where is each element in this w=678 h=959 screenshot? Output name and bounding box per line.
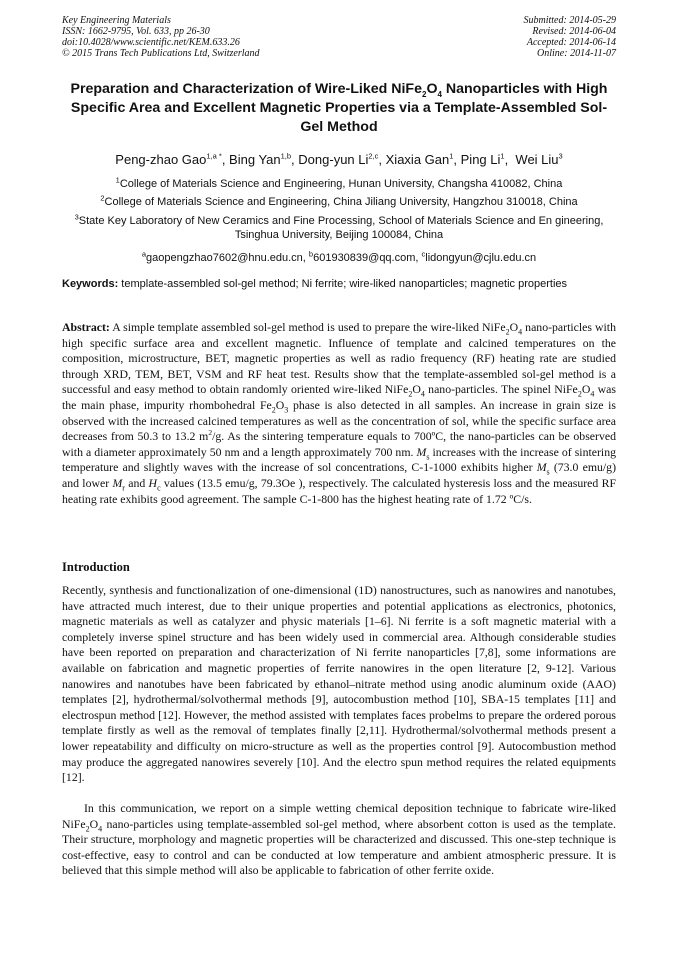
paper-title: Preparation and Characterization of Wire-Liked $NiFe_2O_4$ Nanoparticles with High Specific Area and Excellent Magnetic Properties via a Template-Assembled Sol-Gel Method bbox=[70, 81, 608, 135]
author-name: Xiaxia Gan bbox=[385, 152, 450, 167]
author-name: Wei Liu bbox=[515, 152, 559, 167]
email-link[interactable]: lidongyun@cjlu.edu.cn bbox=[425, 252, 537, 264]
affiliation-3: $^3$State Key Laboratory of New Ceramics and Fine Processing, School of Materials Science and En gineering, Tsinghua University, Beijing 100084, China bbox=[74, 212, 604, 241]
author-list: Peng-zhao Gao$^{1,a *}$, Bing Yan$^{1,b}$, Dong-yun Li$^{2,c}$, Xiaxia Gan$^1$, Ping Li$^1$, Wei Liu$^3$ bbox=[115, 151, 563, 167]
abstract: Abstract: A simple template assembled sol-gel method is used to prepare the wire-liked $NiFe_2O_4$ nano-particles with high specific surface area and excellent magnetic. Influence of template and calcined temperatures on the composition, microstructure, BET, magnetic properties as well as radio frequency (RF) heating rate are studied through XRD, TEM, BET, VSM and RF heat test. Results show that the template-assembled sol-gel method is a successful and easy method to obtain randomly oriented wire-liked $NiFe_2O_4$ nano-particles. The spinel $NiFe_2O_4$ was the main phase, impurity rhombohedral $Fe_2O_3$ phase is also detected in all samples. An increase in grain size is observed with the increased calcined temperatures as well as the concentration of sol, while the specific surface area decreases from 50.3 to 13.2 $m^2/g$. As the sintering temperature equals to 700ºC, the nano-particles can be observed with a diameter approximately 50 nm and a length approximately 700 nm. $M_s$ increases with the increase of sintering temperature and slightly waves with the increase of sol concentrations, C-1-1000 exhibits higher $M_s$ (73.0 emu/g) and lower $M_r$ and $H_c$ values (13.5 emu/g, 79.3Oe ), respectively. The calculated hysteresis loss and the measured RF heating rate exhibits good agreement. The sample C-1-800 has the highest heating rate of 1.72 ºC/s. bbox=[62, 320, 617, 506]
journal-copyright: © 2015 Trans Tech Publications Ltd, Switzerland bbox=[62, 48, 260, 59]
date-online: Online: 2014-11-07 bbox=[537, 48, 616, 59]
date-accepted: Accepted: 2014-06-14 bbox=[526, 37, 616, 48]
affiliation-2: $^2$College of Materials Science and Engineering, China Jiliang University, Hangzhou 310018, China bbox=[100, 193, 578, 208]
keywords-label: Keywords: bbox=[62, 278, 119, 290]
author-name: Dong-yun Li bbox=[298, 152, 369, 167]
date-revised: Revised: 2014-06-04 bbox=[532, 26, 616, 37]
email-link[interactable]: 601930839@qq.com, bbox=[313, 252, 422, 264]
keywords bbox=[62, 277, 616, 291]
intro-paragraph-1: Recently, synthesis and functionalization of one-dimensional (1D) nanostructures, such as nanowires and nanotubes, have attracted much interest, due to their unique properties and potential applications as electronics, photonics, magnetic materials as well as catalyzer and physic materials [1–6]. Ni ferrite is a soft magnetic material with a completely inverse spinel structure and has been widely used in commercial area. Although considerable studies have been reported on preparation and characterization of Ni ferrite nanoparticles [7,8], some informations are available on fabrication and magnetic properties of ferrite nanowires in the open literature [2, 9-12]. Various nanowires and nanotubes have been fabricated by ethanol–nitrate method using anodic aluminum oxide (AAO) templates [2], hydrothermal/solvothermal methods [9], autocombustion method [10], SBA-15 templates [11] and electrospun method [12]. However, the method assisted with templates faces probelms to prepare the ordered porous template firstly as well as the removal of templates finally [2,11]. Hydrothermal/solvothermal methods present a lower repeatability and difficulty on micro-structure as well as the properties control [9]. Autocombustion method may produce the aggregated nanowires severely [10]. And the electro spun method requires the related equipments [12]. bbox=[62, 583, 616, 785]
dates-header bbox=[524, 15, 617, 59]
journal-header bbox=[62, 15, 260, 59]
author-name: Ping Li bbox=[460, 152, 501, 167]
journal-doi: doi:10.4028/www.scientific.net/KEM.633.26 bbox=[62, 37, 240, 48]
author-name: Bing Yan bbox=[229, 152, 281, 167]
author-emails: $^a$gaopengzhao7602@hnu.edu.cn, $^b$601930839@qq.com, $^c$lidongyun@cjlu.edu.cn bbox=[141, 249, 537, 264]
journal-issn: ISSN: 1662-9795, Vol. 633, pp 26-30 bbox=[62, 26, 210, 37]
keywords-text: template-assembled sol-gel method; Ni ferrite; wire-liked nanoparticles; magnetic properties bbox=[118, 278, 568, 290]
intro-paragraph-2: In this communication, we report on a simple wetting chemical deposition technique to fabricate wire-liked $NiFe_2O_4$ nano-particles using template-assembled sol-gel method, where absorbent cotton is used as the template. Their structure, morphology and magnetic properties will be characterized and discussed. This one-step technique is cost-effective, easy to control and can be conducted at low temperature and ambient atmospheric pressure. It is believed that this simple method will also be applicable to fabrication of other ferrite oxide. bbox=[62, 801, 616, 878]
date-submitted: Submitted: 2014-05-29 bbox=[523, 15, 616, 26]
section-heading-introduction: Introduction bbox=[62, 560, 130, 574]
journal-name: Key Engineering Materials bbox=[62, 15, 171, 26]
abstract-label: Abstract: bbox=[62, 320, 110, 334]
email-link[interactable]: gaopengzhao7602@hnu.edu.cn, bbox=[146, 252, 309, 264]
author-name: Peng-zhao Gao bbox=[115, 152, 207, 167]
affiliation-1: $^1$College of Materials Science and Engineering, Hunan University, Changsha 410082, China bbox=[115, 175, 563, 190]
